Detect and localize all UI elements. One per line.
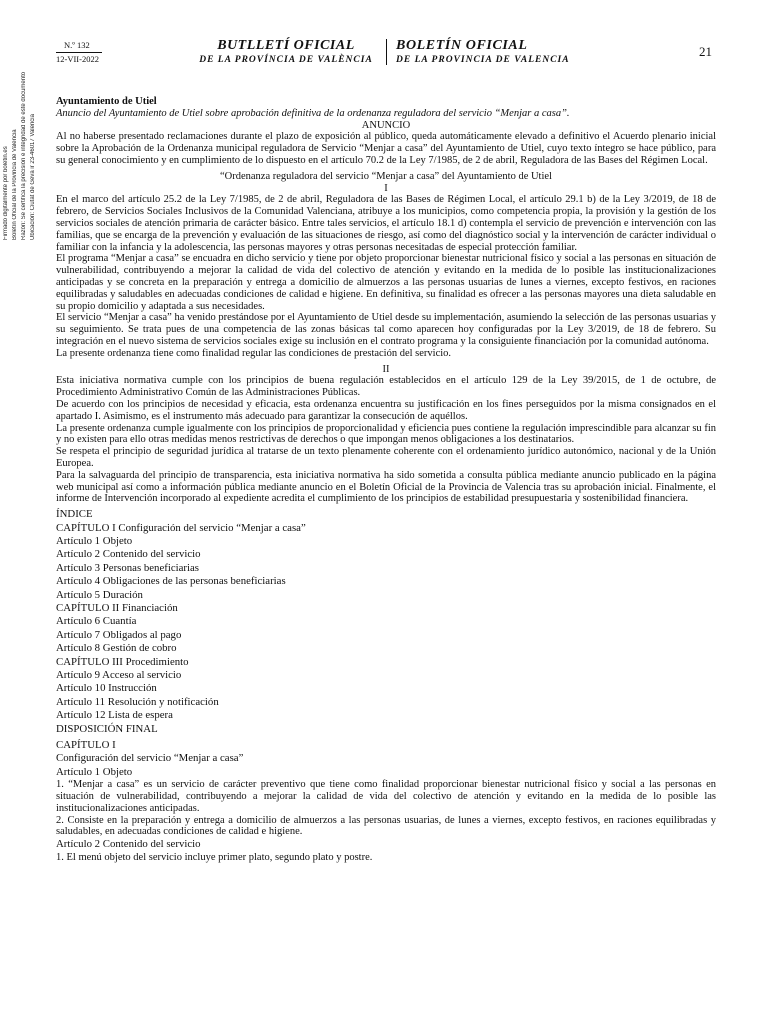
title-va: BUTLLETÍ OFICIAL xyxy=(217,38,355,53)
index-item: Artículo 5 Duración xyxy=(56,588,143,601)
announcement-summary: Anuncio del Ayuntamiento de Utiel sobre aprobación definitiva de la ordenanza reguladora del servicio “Menjar a casa”. xyxy=(56,107,570,119)
index xyxy=(56,508,716,779)
paragraph: 1. El menú objeto del servicio incluye primer plato, segundo plato y postre. xyxy=(56,851,373,863)
index-item: Artículo 3 Personas beneficiarias xyxy=(56,561,200,574)
issue-info xyxy=(56,40,102,65)
paragraph: De acuerdo con los principios de necesidad y eficacia, esta ordenanza encuentra su justificación en los fines perseguidos por la misma consignados en el apartado I. Asimismo, es el instrumento más adecuado para garantizar la consecución de aquéllos. xyxy=(56,398,716,422)
chapter-heading: CAPÍTULO I xyxy=(56,739,116,751)
entity-name: Ayuntamiento de Utiel xyxy=(56,96,157,107)
article-heading: Artículo 1 Objeto xyxy=(56,765,133,778)
index-item: Artículo 8 Gestión de cobro xyxy=(56,642,177,655)
signature-line: Razón: Se certifica la precisión e integridad de este documento xyxy=(21,71,27,240)
announcement-heading: ANUNCIO xyxy=(361,119,411,131)
signature-line: Firmado digitalmente por boletin.es xyxy=(3,146,9,240)
section-heading: I xyxy=(384,182,388,194)
title-es: BOLETÍN OFICIAL xyxy=(396,38,528,53)
article-heading: Artículo 2 Contenido del servicio xyxy=(56,838,201,851)
issue-number: N.º 132 xyxy=(64,40,90,50)
subtitle-es: DE LA PROVINCIA DE VALENCIA xyxy=(396,55,570,65)
paragraph: Para la salvaguarda del principio de transparencia, esta iniciativa normativa ha sido sometida a consulta pública mediante anuncio publicado en la página web municipal así como a información pública mediante anuncio en el Boletín Oficial de la Provincia de Valencia tras su aprobación inicial. Finalmente, el informe de Intervención incorporado al expediente acredita el cumplimiento de los principios de estabilidad presupuestaria y sostenibilidad financiera. xyxy=(56,469,716,505)
page-number: 21 xyxy=(699,44,712,59)
signature-line: Boletín Oficial de la Provincia de Valencia xyxy=(12,129,18,240)
index-item: Artículo 6 Cuantía xyxy=(56,615,137,628)
title-spanish xyxy=(396,38,596,66)
chapter-title: Configuración del servicio “Menjar a casa” xyxy=(56,752,244,765)
digital-signature-sidebar xyxy=(2,30,46,240)
paragraph: 2. Consiste en la preparación y entrega a domicilio de almuerzos a las personas usuarias, de lunes a viernes, excepto festivos, en raciones equilibradas y saludables, en adecuadas condiciones de calidad e higiene. xyxy=(56,814,716,838)
title-valencian xyxy=(186,38,386,66)
paragraph: 1. “Menjar a casa” es un servicio de carácter preventivo que tiene como finalidad proporcionar bienestar nutricional físico y social a las personas en situación de vulnerabilidad, contribuyendo a mejorar la calidad de vida del colectivo de atención y evitando en la medida de lo posible las institucionalizaciones anticipadas. xyxy=(56,779,716,814)
index-item: Artículo 7 Obligados al pago xyxy=(56,628,182,641)
header-separator xyxy=(386,39,387,65)
index-item: Artículo 10 Instrucción xyxy=(56,682,157,695)
signature-line: Ubicación: Ciutat de Geva ir 23-46017 Valencia xyxy=(30,114,36,240)
article-block xyxy=(56,838,716,851)
index-item: Artículo 4 Obligaciones de las personas beneficiarias xyxy=(56,575,286,588)
paragraph: El programa “Menjar a casa” se encuadra en dicho servicio y tiene por objeto proporcionar bienestar nutricional físico y social a las personas en situación de vulnerabilidad, contribuyendo a mejorar la calidad de vida del colectivo de atención y evitando en la medida de lo posible las institucionalizaciones anticipadas y se concreta en la preparación y entrega a domicilio de almuerzos a las personas usuarias de lunes a viernes, excepto festivos, en raciones equilibradas y saludables en adecuadas condiciones de calidad e higiene. En definitiva, su finalidad es ofrecer a las personas mayores una dieta saludable en su propio domicilio y adaptada a sus necesidades. xyxy=(56,253,716,312)
index-item: Artículo 9 Acceso al servicio xyxy=(56,668,182,681)
paragraph: La presente ordenanza cumple igualmente con los principios de proporcionalidad y eficiencia pues contiene la regulación imprescindible para alcanzar su fin y no existen para ello otras medidas menos restrictivas de derechos o que impongan menos obligaciones a los destinatarios. xyxy=(56,422,716,446)
index-item: CAPÍTULO III Procedimiento xyxy=(56,655,189,668)
paragraph: El servicio “Menjar a casa” ha venido prestándose por el Ayuntamiento de Utiel desde su implementación, asumiendo la selección de las personas usuarias y su seguimiento. Se trata pues de una competencia de las zonas básicas tal como aparecen hoy configuradas por la Ley 3/2019, de 18 de febrero. Su integración en el nuevo sistema de servicios sociales exige su inclusión en el contrato programa y la consiguiente financiación por la comunidad autónoma. xyxy=(56,312,716,347)
paragraph: En el marco del artículo 25.2 de la Ley 7/1985, de 2 de abril, Reguladora de las Bases de Régimen Local, el artículo 29.1 b) de la Ley 3/2019, de 18 de febrero, de Servicios Sociales Inclusivos de la Comunidad Valenciana, atribuye a los municipios, como competencia propia, la provisión y la gestión de los servicios sociales de atención primaria de carácter básico. Entre tales servicios, el artículo 18.1 d) contempla el servicio de prevención e intervención con las familias, que se encarga de la prevención y evaluación de las situaciones de riesgo, así como del diagnóstico social y la intervención de carácter individual o familiar con la infancia y la adolescencia, las personas mayores y otras personas necesitadas de especial protección familiar. xyxy=(56,194,716,253)
subtitle-va: DE LA PROVÍNCIA DE VALÈNCIA xyxy=(199,55,373,65)
issue-date: 12-VII-2022 xyxy=(56,54,99,64)
ordinance-title: “Ordenanza reguladora del servicio “Menjar a casa” del Ayuntamiento de Utiel xyxy=(220,170,552,182)
section-heading: II xyxy=(382,363,390,375)
bulletin-header xyxy=(56,38,718,70)
paragraph: Al no haberse presentado reclamaciones durante el plazo de exposición al público, queda automáticamente elevado a definitivo el Acuerdo plenario inicial sobre la Aprobación de la Ordenanza municipal reguladora de Servicio “Menjar a casa” del Ayuntamiento de Utiel, cuyo texto íntegro se hace público, para su general conocimiento y en cumplimiento de lo dispuesto en el artículo 70.2 de la Ley 7/1985, de 2 de abril, Reguladora de las Bases del Régimen Local. xyxy=(56,131,716,166)
paragraph: Esta iniciativa normativa cumple con los principios de buena regulación establecidos en el artículo 129 de la Ley 39/2015, de 1 de octubre, de Procedimiento Administrativo Común de las Administraciones Públicas. xyxy=(56,375,716,399)
index-title: ÍNDICE xyxy=(56,508,93,521)
paragraph: Se respeta el principio de seguridad jurídica al tratarse de un texto plenamente coherente con el ordenamiento jurídico autonómico, nacional y de la Unión Europea. xyxy=(56,446,716,469)
index-item: Artículo 11 Resolución y notificación xyxy=(56,695,219,708)
index-item: DISPOSICIÓN FINAL xyxy=(56,722,158,735)
index-item: Artículo 12 Lista de espera xyxy=(56,709,173,722)
issue-divider xyxy=(56,52,102,53)
paragraph: La presente ordenanza tiene como finalidad regular las condiciones de prestación del servicio. xyxy=(56,347,452,359)
index-item: CAPÍTULO I Configuración del servicio “Menjar a casa” xyxy=(56,521,306,534)
index-item: Artículo 2 Contenido del servicio xyxy=(56,548,201,561)
index-item: Artículo 1 Objeto xyxy=(56,534,133,547)
document-body xyxy=(56,96,716,863)
index-item: CAPÍTULO II Financiación xyxy=(56,601,178,614)
